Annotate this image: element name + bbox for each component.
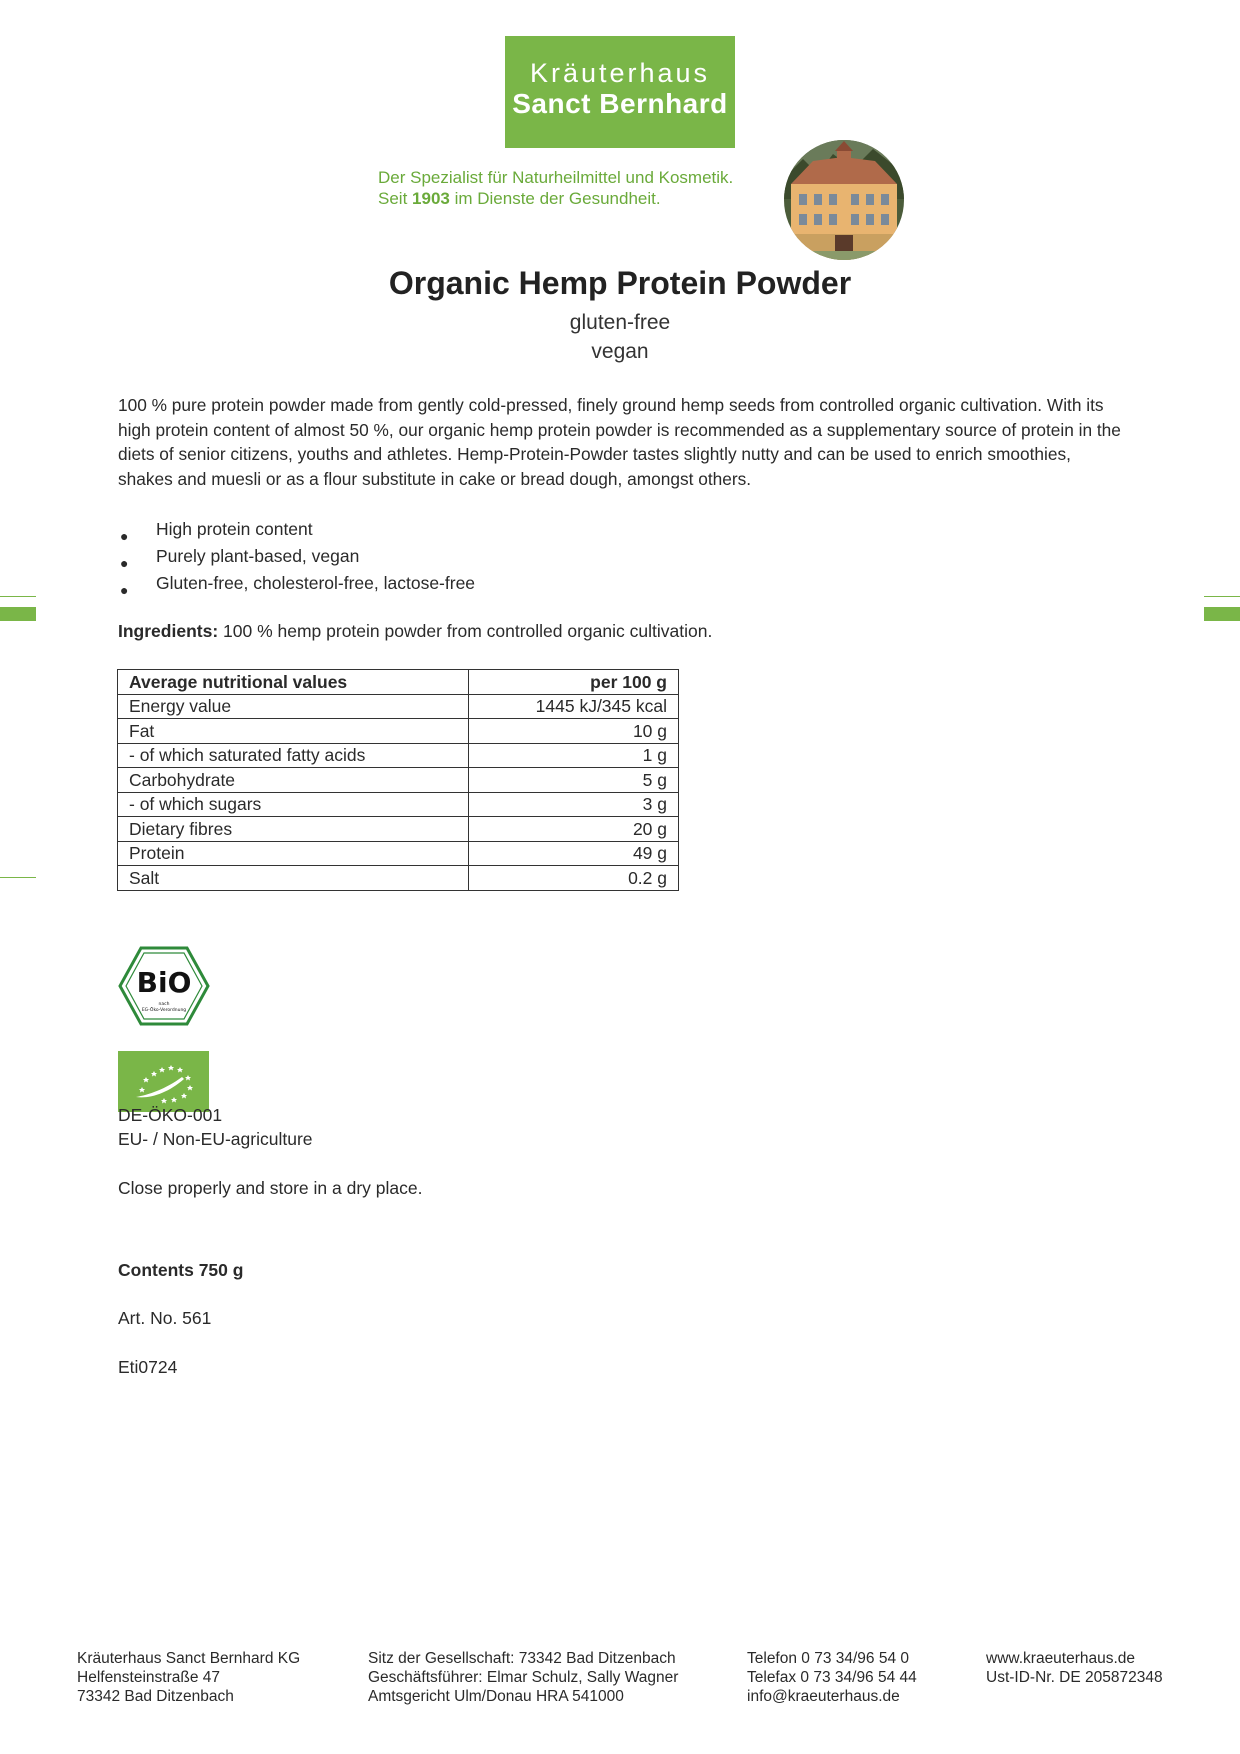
tagline-line2	[378, 188, 733, 209]
table-row	[118, 694, 679, 719]
table-row	[118, 743, 679, 768]
tagline-suffix: im Dienste der Gesundheit.	[449, 189, 661, 208]
footer-web	[986, 1649, 1163, 1687]
eu-organic-logo	[118, 1051, 209, 1112]
nutrient-value: 20 g	[469, 817, 679, 842]
footer-fax: Telefax 0 73 34/96 54 44	[747, 1669, 917, 1686]
nutrient-value: 10 g	[469, 719, 679, 744]
agriculture-origin: EU- / Non-EU-agriculture	[118, 1129, 313, 1149]
building-photo	[783, 139, 905, 261]
contents: Contents 750 g	[118, 1260, 244, 1280]
nutrient-value: 1445 kJ/345 kcal	[469, 694, 679, 719]
feature-item	[118, 543, 475, 570]
footer-website: www.kraeuterhaus.de	[986, 1650, 1136, 1667]
fold-mark-right-line	[1204, 596, 1240, 597]
table-row	[118, 817, 679, 842]
nutrient-name: Salt	[118, 866, 469, 891]
footer-line: Geschäftsführer: Elmar Schulz, Sally Wagner	[368, 1669, 679, 1686]
tagline-prefix: Seit	[378, 189, 413, 208]
nutrient-name: Protein	[118, 841, 469, 866]
bio-seal-regulation-text: EG-Öko-Verordnung	[141, 1008, 187, 1013]
storage-instructions: Close properly and store in a dry place.	[118, 1178, 423, 1198]
table-row	[118, 841, 679, 866]
feature-text: Gluten-free, cholesterol-free, lactose-free	[156, 573, 476, 593]
footer-line: Kräuterhaus Sanct Bernhard KG	[77, 1650, 301, 1667]
header-nutrient: Average nutritional values	[118, 670, 469, 695]
nutrient-name: Carbohydrate	[118, 768, 469, 793]
nutrient-value: 49 g	[469, 841, 679, 866]
fold-mark-left-lower	[0, 877, 36, 878]
table-header-row	[118, 670, 679, 695]
nutrient-value: 0.2 g	[469, 866, 679, 891]
footer-company	[77, 1649, 300, 1706]
product-description: 100 % pure protein powder made from gently cold-pressed, finely ground hemp seeds from controlled organic cultivation. With its high protein content of almost 50 %, our organic hemp protein powder is recommended as a supplementary source of protein in the diets of senior citizens, youths and athletes. Hemp-Protein-Powder tastes slightly nutty and can be used to enrich smoothies, shakes and muesli or as a flour substitute in cake or bread dough, amongst others.	[118, 395, 1121, 489]
bio-seal-text: BiO	[136, 966, 192, 999]
footer-line: Helfensteinstraße 47	[77, 1669, 221, 1686]
table-row	[118, 866, 679, 891]
tagline-line1: Der Spezialist für Naturheilmittel und Kosmetik.	[378, 168, 734, 187]
footer-line: Sitz der Gesellschaft: 73342 Bad Ditzenbach	[368, 1650, 676, 1667]
feature-list	[118, 516, 475, 597]
organic-code: DE-ÖKO-001	[118, 1105, 223, 1125]
nutrition-table	[117, 669, 679, 891]
bullet-icon: ●	[120, 528, 129, 544]
ingredients-text: 100 % hemp protein powder from controlled organic cultivation.	[218, 621, 713, 641]
footer-contact	[747, 1649, 917, 1706]
product-subtitle-gluten-free: gluten-free	[569, 311, 671, 334]
nutrient-value: 3 g	[469, 792, 679, 817]
footer-legal	[368, 1649, 678, 1706]
article-number: Art. No. 561	[118, 1308, 212, 1328]
product-title: Organic Hemp Protein Powder	[388, 265, 852, 301]
label-code: Eti0724	[118, 1357, 178, 1377]
tagline-year: 1903	[412, 189, 450, 208]
nutrient-name: Dietary fibres	[118, 817, 469, 842]
ingredients	[118, 621, 712, 642]
nutrient-name: Energy value	[118, 694, 469, 719]
product-subtitle-vegan: vegan	[591, 340, 649, 363]
feature-item	[118, 570, 475, 597]
nutrient-name: - of which sugars	[118, 792, 469, 817]
nutrient-name: Fat	[118, 719, 469, 744]
footer-phone: Telefon 0 73 34/96 54 0	[747, 1650, 910, 1667]
bio-seal-logo	[118, 946, 210, 1026]
brand-logo	[505, 36, 735, 148]
fold-mark-left-bar	[0, 607, 36, 621]
bullet-icon: ●	[120, 555, 129, 571]
header-per-100g: per 100 g	[469, 670, 679, 695]
feature-text: Purely plant-based, vegan	[156, 546, 360, 566]
table-row	[118, 768, 679, 793]
footer-email: info@kraeuterhaus.de	[747, 1688, 900, 1705]
nutrient-name: - of which saturated fatty acids	[118, 743, 469, 768]
footer-line: 73342 Bad Ditzenbach	[77, 1688, 234, 1705]
ingredients-label: Ingredients:	[118, 621, 219, 641]
logo-line2: Sanct Bernhard	[512, 88, 728, 119]
feature-text: High protein content	[156, 519, 313, 539]
tagline	[378, 167, 733, 209]
fold-mark-right-bar	[1204, 607, 1240, 621]
feature-item	[118, 516, 475, 543]
table-row	[118, 792, 679, 817]
fold-mark-left-line	[0, 596, 36, 597]
nutrient-value: 5 g	[469, 768, 679, 793]
bio-seal-small-text: nach	[158, 1002, 170, 1007]
footer-line: Amtsgericht Ulm/Donau HRA 541000	[368, 1688, 624, 1705]
footer-vat-id: Ust-ID-Nr. DE 205872348	[986, 1669, 1163, 1686]
table-row	[118, 719, 679, 744]
nutrient-value: 1 g	[469, 743, 679, 768]
bullet-icon: ●	[120, 582, 129, 598]
logo-line1: Kräuterhaus	[529, 58, 711, 88]
